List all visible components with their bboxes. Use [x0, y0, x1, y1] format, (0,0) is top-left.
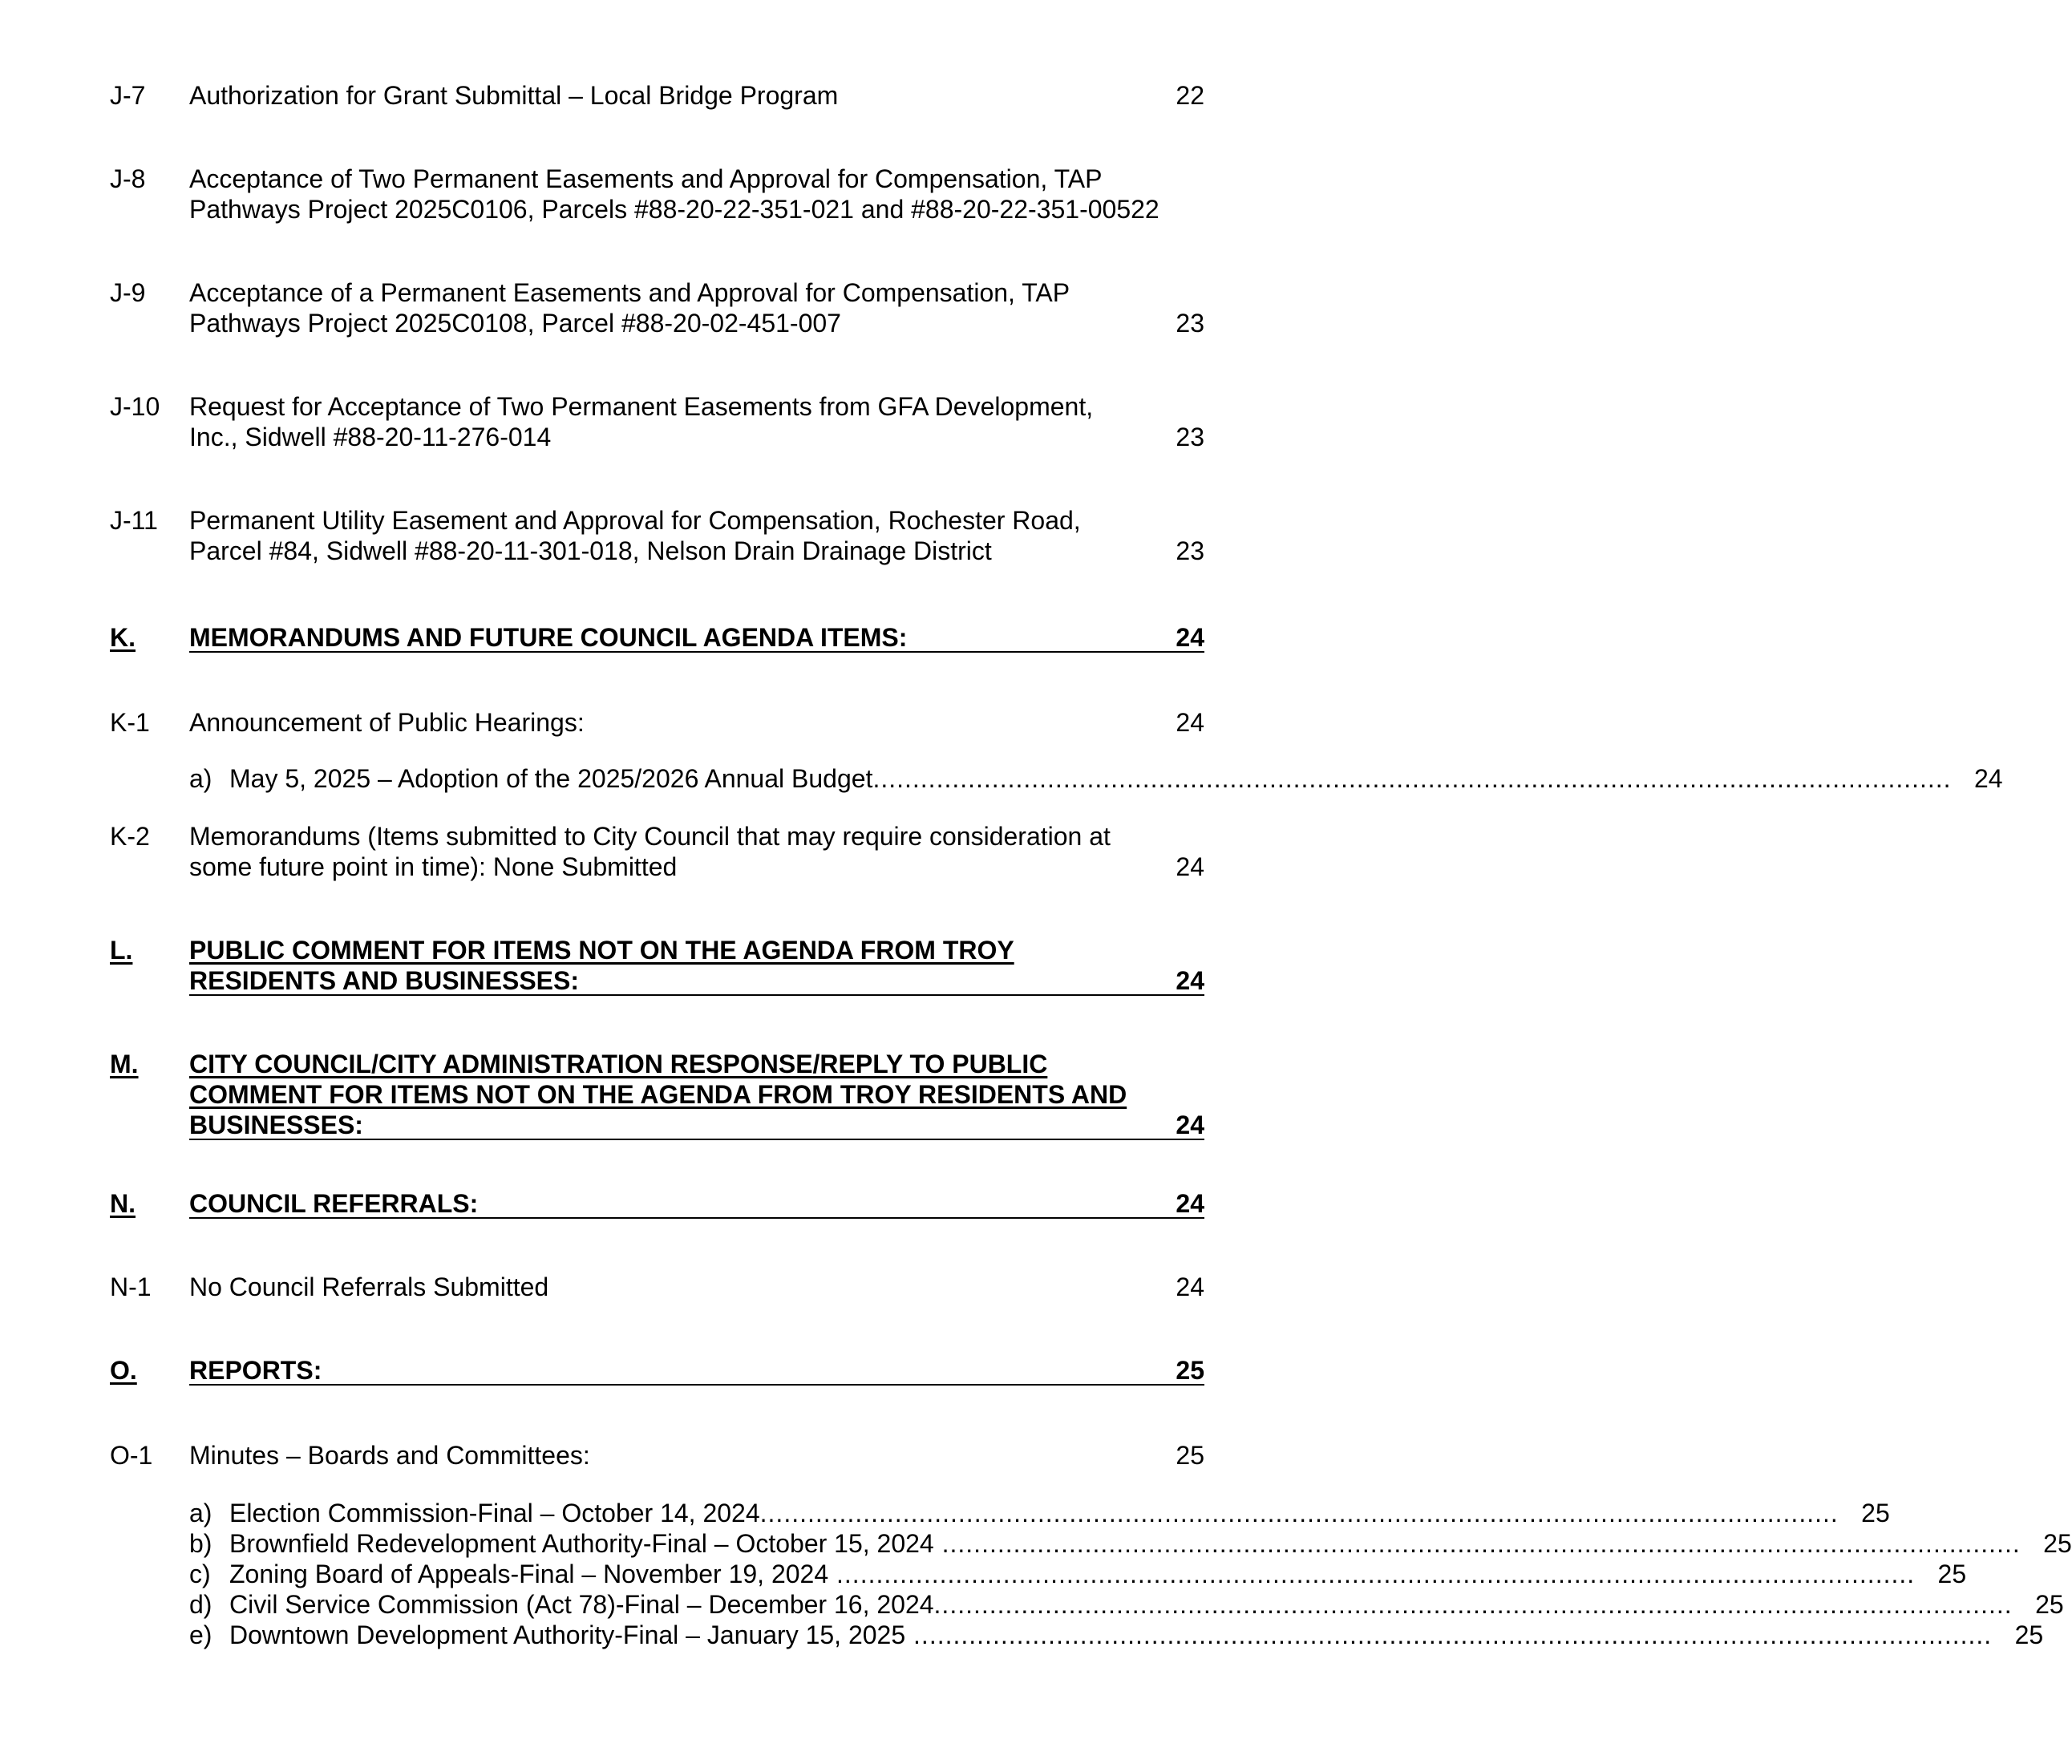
dot-leader: ........................................................................................................................................	[828, 1560, 1916, 1588]
item-code: J-8	[110, 164, 146, 193]
section-title	[189, 622, 1204, 653]
section-code: K.	[110, 623, 136, 652]
sub-item-page-number: 25	[1861, 1499, 1890, 1527]
item-code: K-2	[110, 822, 150, 851]
section-title	[189, 1355, 1204, 1386]
item-code: K-1	[110, 708, 150, 737]
item-text-line: Permanent Utility Easement and Approval for Compensation, Rochester Road,	[189, 506, 1081, 535]
item-text-line: Authorization for Grant Submittal – Local Bridge Program	[189, 81, 839, 110]
section-title-line: REPORTS: 25	[189, 1356, 1204, 1385]
item-text	[189, 391, 1192, 452]
item-text-line: Inc., Sidwell #88-20-11-276-014	[189, 423, 552, 451]
item-text	[189, 1272, 1192, 1302]
item-page-number: 22	[1176, 81, 1204, 110]
sub-list-item: c) Zoning Board of Appeals-Final – November 19, 2024 ........................................................................................................................................ 25	[189, 1560, 1967, 1588]
dot-leader: ........................................................................................................................................	[905, 1620, 1993, 1649]
section-code: N.	[110, 1189, 136, 1218]
item-code: J-11	[110, 506, 158, 535]
item-text-line: Pathways Project 2025C0108, Parcel #88-20-02-451-007	[189, 309, 841, 338]
item-text-line: No Council Referrals Submitted	[189, 1272, 549, 1301]
item-text	[189, 505, 1192, 566]
item-text	[189, 164, 1192, 225]
section-code: M.	[110, 1050, 139, 1078]
sub-list-item: d) Civil Service Commission (Act 78)-Final – December 16, 2024 ........................................................................................................................................ 25	[189, 1590, 2064, 1619]
section-title-line: CITY COUNCIL/CITY ADMINISTRATION RESPONSE/REPLY TO PUBLIC	[189, 1050, 1048, 1078]
sub-list-o1	[189, 1498, 2072, 1650]
item-code: N-1	[110, 1272, 152, 1301]
item-text-line: some future point in time): None Submitted	[189, 852, 678, 881]
section-title-line: RESIDENTS AND BUSINESSES: 24	[189, 966, 1204, 995]
section-title-line: PUBLIC COMMENT FOR ITEMS NOT ON THE AGENDA FROM TROY	[189, 936, 1014, 965]
item-text-line: Memorandums (Items submitted to City Council that may require consideration at	[189, 822, 1111, 851]
item-page-number: 25	[1176, 1441, 1204, 1470]
item-text-line: Minutes – Boards and Committees:	[189, 1441, 590, 1470]
section-page-number: 24	[1176, 966, 1204, 995]
item-code: J-9	[110, 278, 146, 307]
dot-leader: ........................................................................................................................................	[759, 1499, 1839, 1527]
item-text-line: Acceptance of Two Permanent Easements and Approval for Compensation, TAP	[189, 164, 1103, 193]
sub-list-item: b) Brownfield Redevelopment Authority-Final – October 15, 2024 ........................................................................................................................................ 25	[189, 1529, 2072, 1558]
item-code: O-1	[110, 1441, 153, 1470]
item-page-number: 23	[1176, 536, 1204, 565]
item-page-number: 23	[1176, 309, 1204, 338]
item-text-line: Request for Acceptance of Two Permanent Easements from GFA Development,	[189, 392, 1094, 421]
item-text	[189, 277, 1192, 338]
item-text-line: Announcement of Public Hearings:	[189, 708, 585, 737]
sub-item-page-number: 25	[2043, 1529, 2072, 1558]
item-page-number: 24	[1176, 1272, 1204, 1301]
section-page-number: 24	[1176, 1189, 1204, 1218]
section-code: O.	[110, 1356, 137, 1385]
section-page-number: 25	[1176, 1356, 1204, 1385]
dot-leader: ........................................................................................................................................	[872, 764, 1952, 793]
section-page-number: 24	[1176, 1111, 1204, 1139]
item-page-number: 24	[1176, 852, 1204, 881]
item-text-line: Parcel #84, Sidwell #88-20-11-301-018, Nelson Drain Drainage District	[189, 536, 992, 565]
sub-item-page-number: 25	[2014, 1620, 2044, 1649]
section-page-number: 24	[1176, 623, 1204, 652]
item-text	[189, 707, 1192, 738]
section-title	[189, 1049, 1204, 1140]
sub-list-item: a) May 5, 2025 – Adoption of the 2025/2026 Annual Budget ........................................................................................................................................ 24	[189, 764, 2003, 793]
section-title	[189, 1188, 1204, 1219]
section-code: L.	[110, 936, 133, 965]
sub-item-page-number: 25	[2035, 1590, 2064, 1619]
dot-leader: ........................................................................................................................................	[933, 1590, 2013, 1619]
item-text-line: Acceptance of a Permanent Easements and Approval for Compensation, TAP	[189, 278, 1070, 307]
sub-item-page-number: 24	[1973, 764, 2003, 793]
sub-list-item: a) Election Commission-Final – October 14, 2024 ........................................................................................................................................ 25	[189, 1499, 1890, 1527]
sub-list-k1	[189, 763, 2003, 794]
item-text	[189, 1440, 1192, 1471]
section-title-line: BUSINESSES: 24	[189, 1111, 1204, 1139]
section-title	[189, 935, 1204, 996]
dot-leader: ........................................................................................................................................	[933, 1529, 2021, 1558]
item-text	[189, 80, 1192, 111]
sub-item-page-number: 25	[1937, 1560, 1967, 1588]
section-title-line: MEMORANDUMS AND FUTURE COUNCIL AGENDA ITEMS: 24	[189, 623, 1204, 652]
item-page-number: 24	[1176, 708, 1204, 737]
item-page-number: 23	[1176, 423, 1204, 451]
section-title-line: COUNCIL REFERRALS: 24	[189, 1189, 1204, 1218]
item-code: J-7	[110, 81, 146, 110]
item-code: J-10	[110, 392, 160, 421]
section-title-line: COMMENT FOR ITEMS NOT ON THE AGENDA FROM TROY RESIDENTS AND	[189, 1080, 1127, 1109]
sub-list-item: e) Downtown Development Authority-Final – January 15, 2025 ........................................................................................................................................ 25	[189, 1620, 2044, 1649]
item-text-line: Pathways Project 2025C0106, Parcels #88-20-22-351-021 and #88-20-22-351-00522	[189, 195, 1159, 224]
item-text	[189, 821, 1192, 882]
